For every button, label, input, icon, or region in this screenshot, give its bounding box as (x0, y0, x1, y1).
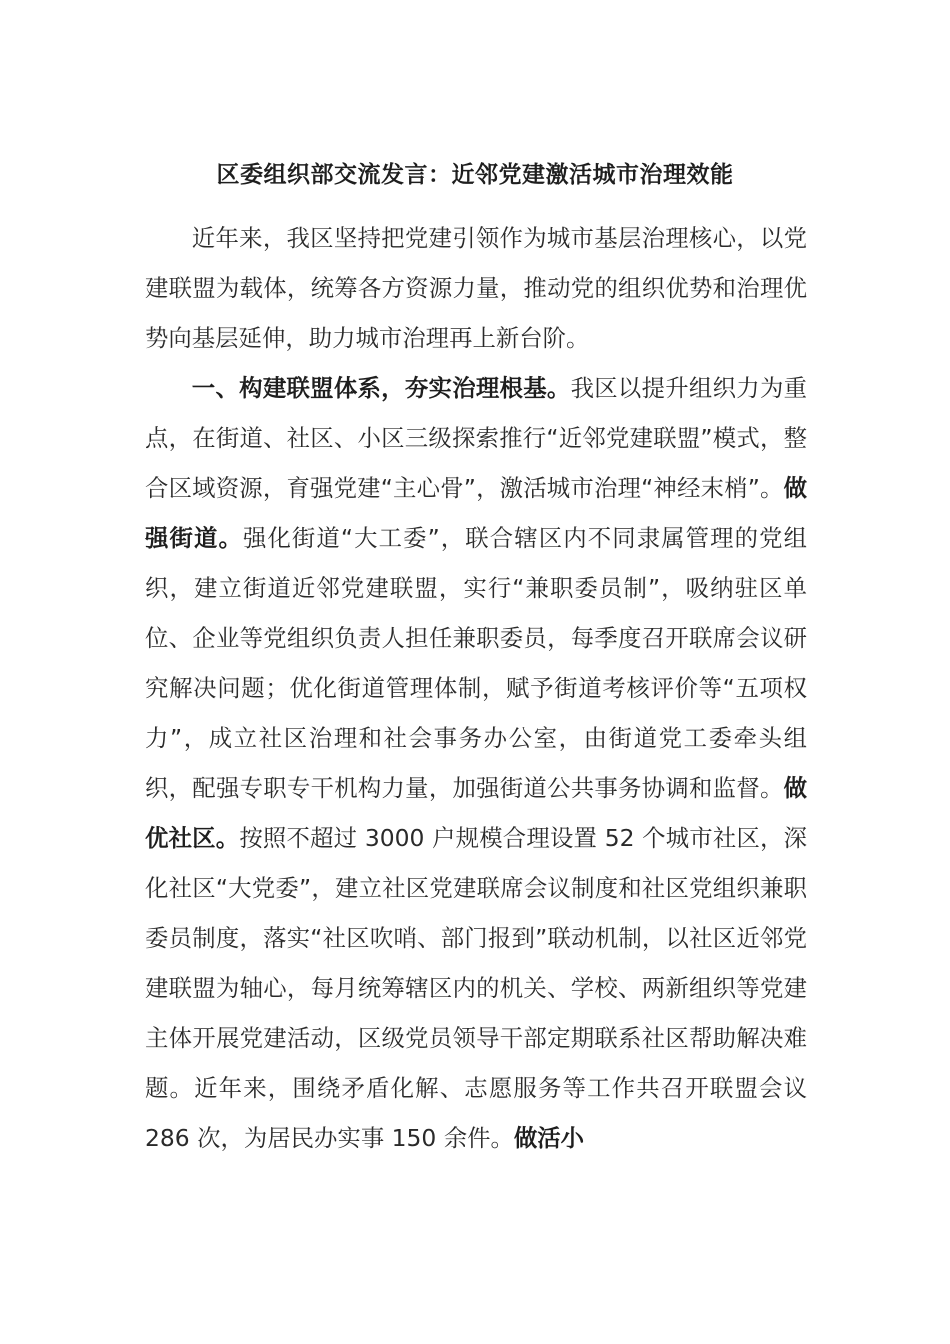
subheading-neighborhood: 做活小 (513, 1124, 585, 1152)
document-body (145, 213, 807, 1163)
section-one-heading: 一、构建联盟体系，夯实治理根基。 (191, 374, 571, 402)
subheading-street: 做强街道。 (145, 474, 807, 552)
intro-paragraph (145, 213, 807, 363)
community-text: 按照不超过 3000 户规模合理设置 52 个城市社区，深化社区“大党委”，建立社区党建联席会议制度和社区党组织兼职委员制度，落实“社区吹哨、部门报到”联动机制，以社区近邻党建联盟为轴心，每月统筹辖区内的机关、学校、两新组织等党建主体开展党建活动，区级党员领导干部定期联系社区帮助解决难题。近年来，围绕矛盾化解、志愿服务等工作共召开联盟会议 286 次，为居民办实事 150 余件。 (145, 824, 808, 1152)
section-one-paragraph (145, 363, 807, 1163)
subheading-community: 做优社区。 (145, 774, 807, 852)
intro-text: 近年来，我区坚持把党建引领作为城市基层治理核心，以党建联盟为载体，统筹各方资源力量，推动党的组织优势和治理优势向基层延伸，助力城市治理再上新台阶。 (145, 224, 807, 352)
page-title: 区委组织部交流发言：近邻党建激活城市治理效能 (216, 162, 734, 188)
street-text: 强化街道“大工委”，联合辖区内不同隶属管理的党组织，建立街道近邻党建联盟，实行“兼职委员制”，吸纳驻区单位、企业等党组织负责人担任兼职委员，每季度召开联席会议研究解决问题；优化街道管理体制，赋予街道考核评价等“五项权力”，成立社区治理和社会事务办公室，由街道党工委牵头组织，配强专职专干机构力量，加强街道公共事务协调和监督。 (145, 524, 808, 802)
section-one-text: 我区以提升组织力为重点，在街道、社区、小区三级探索推行“近邻党建联盟”模式，整合区域资源，育强党建“主心骨”，激活城市治理“神经末梢”。 (145, 374, 808, 502)
